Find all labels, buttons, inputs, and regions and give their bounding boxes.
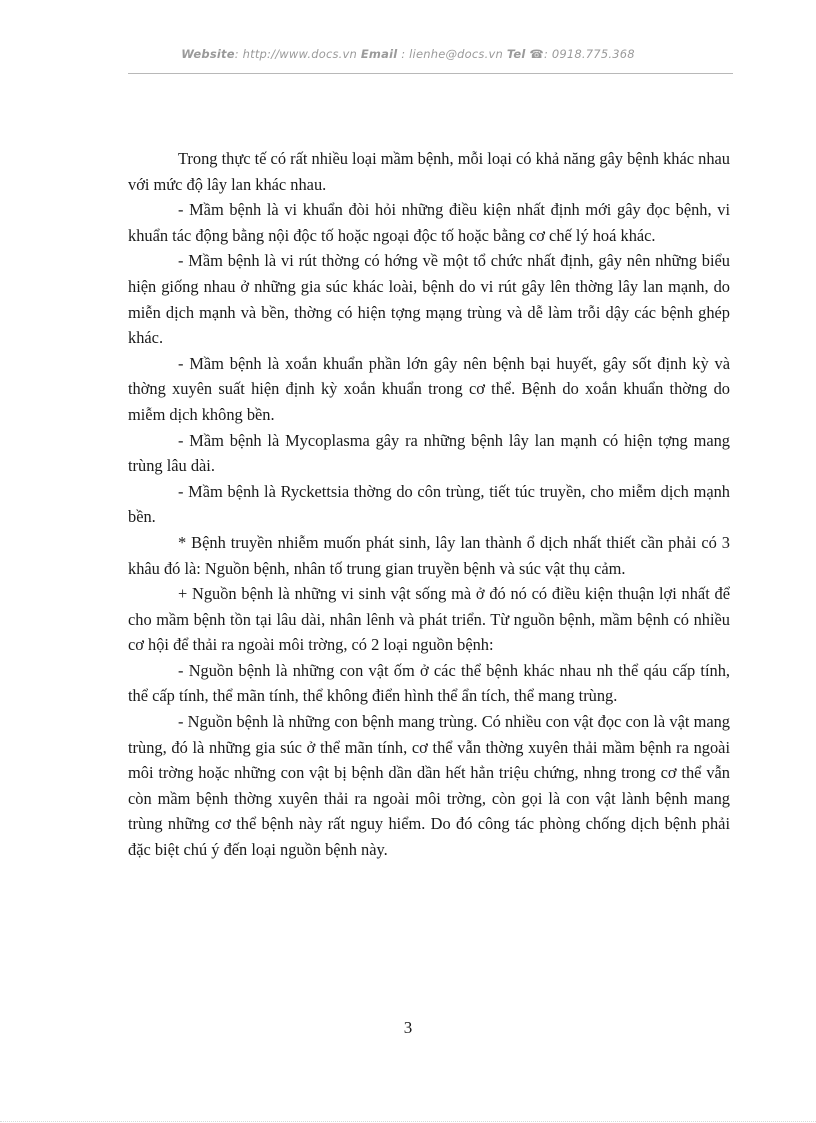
page-number: 3 xyxy=(403,1018,413,1037)
document-body xyxy=(128,146,730,863)
paragraph-8: + Nguồn bệnh là những vi sinh vật sống mà ở đó nó có điều kiện thuận lợi nhất để cho mầm bệnh tồn tại lâu dài, nhân lênh và phát triển. Từ nguồn bệnh, mầm bệnh có nhiều cơ hội để thải ra ngoài môi trờng, có 2 loại nguồn bệnh: xyxy=(128,584,730,655)
header-divider xyxy=(128,73,733,74)
page-bottom-border xyxy=(0,1121,816,1122)
tel-value: : 0918.775.368 xyxy=(543,47,635,61)
page-header xyxy=(0,47,816,61)
paragraph-1: Trong thực tế có rất nhiều loại mầm bệnh, mỗi loại có khả năng gây bệnh khác nhau với mức độ lây lan khác nhau. xyxy=(128,149,730,194)
email-value[interactable]: : lienhe@docs.vn xyxy=(401,47,503,61)
email-label: Email xyxy=(360,47,398,61)
website-label: Website xyxy=(181,47,235,61)
paragraph-6: - Mầm bệnh là Ryckettsia thờng do côn trùng, tiết túc truyền, cho miễm dịch mạnh bền. xyxy=(128,481,730,527)
paragraph-2: - Mầm bệnh là vi khuẩn đòi hỏi những điều kiện nhất định mới gây đọc bệnh, vi khuẩn tác động bằng nội độc tố hoặc ngoại độc tố hoặc bằng cơ chế lý hoá khác. xyxy=(128,200,730,245)
paragraph-3: - Mầm bệnh là vi rút thờng có hớng về một tổ chức nhất định, gây nên những biểu hiện giống nhau ở những gia súc khác loài, bệnh do vi rút gây lên thờng lây lan mạnh, do miễn dịch mạnh và bền, thờng có hiện tợng mạng trùng và dễ làm trỗi dậy các bệnh ghép khác. xyxy=(128,251,730,348)
paragraph-10: - Nguồn bệnh là những con bệnh mang trùng. Có nhiều con vật đọc con là vật mang trùng, đó là những gia súc ở thể mãn tính, cơ thể vẫn thờng xuyên thải mầm bệnh ra ngoài môi trờng hoặc những con vật bị bệnh dần dần hết hẳn triệu chứng, nhng trong cơ thể vẫn còn mầm bệnh thờng xuyên thải ra ngoài môi trờng, còn gọi là con vật lành bệnh mang trùng những cơ thể bệnh này rất nguy hiểm. Do đó công tác phòng chống dịch bệnh phải đặc biệt chú ý đến loại nguồn bệnh này. xyxy=(128,712,730,860)
tel-label: Tel xyxy=(506,47,526,61)
paragraph-7: * Bệnh truyền nhiễm muốn phát sinh, lây lan thành ổ dịch nhất thiết cần phải có 3 khâu đó là: Nguồn bệnh, nhân tố trung gian truyền bệnh và súc vật thụ cảm. xyxy=(128,532,730,578)
paragraph-4: - Mầm bệnh là xoắn khuẩn phần lớn gây nên bệnh bại huyết, gây sốt định kỳ và thờng xuyên suất hiện định kỳ xoắn khuẩn trong cơ thể. Bệnh do xoắn khuẩn thờng do miễm dịch không bền. xyxy=(128,353,730,424)
paragraph-9: - Nguồn bệnh là những con vật ốm ở các thể bệnh khác nhau nh thể qáu cấp tính, thể cấp tính, thể mãn tính, thể không điển hình thể ẩn tích, thể mang trùng. xyxy=(128,660,730,706)
phone-icon: ☎ xyxy=(529,47,544,61)
website-value[interactable]: : http://www.docs.vn xyxy=(234,47,358,61)
paragraph-5: - Mầm bệnh là Mycoplasma gây ra những bệnh lây lan mạnh có hiện tợng mang trùng lâu dài. xyxy=(128,430,730,476)
